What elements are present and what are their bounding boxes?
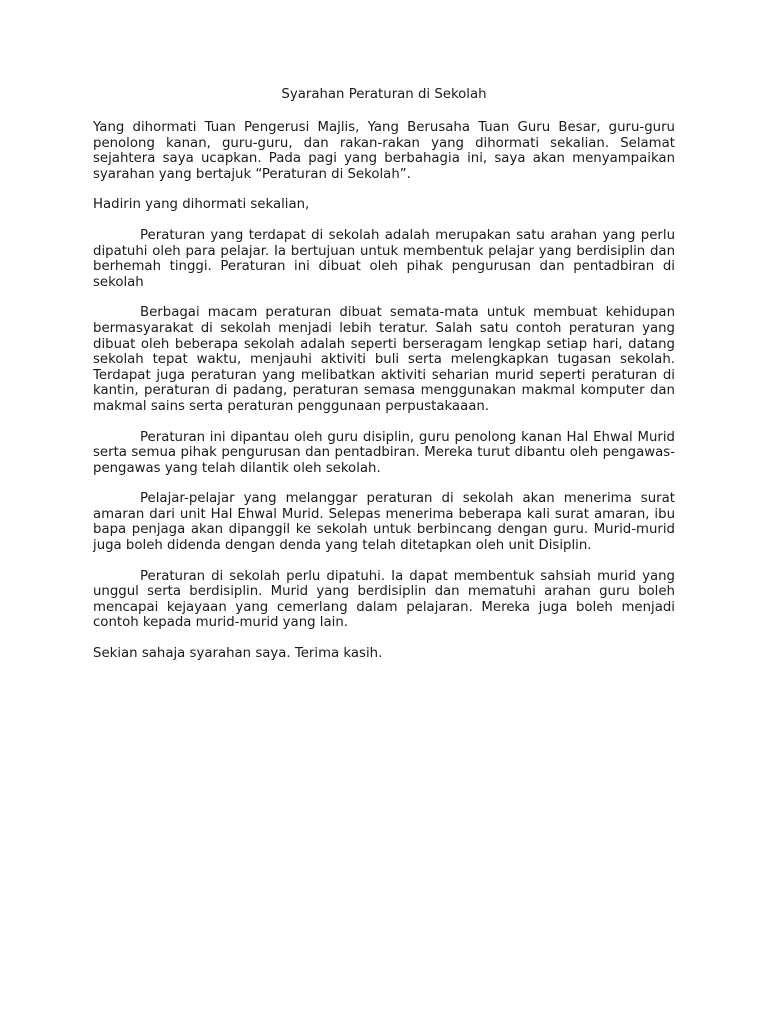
paragraph-conclusion: Peraturan di sekolah perlu dipatuhi. Ia dapat membentuk sahsiah murid yang unggul serta berdisiplin. Murid yang berdisiplin dan mematuhi arahan guru boleh mencapai kejayaan yang cemerlang dalam pelajaran. Mereka juga boleh menjadi contoh kepada murid-murid yang lain. bbox=[93, 568, 675, 631]
document-title: Syarahan Peraturan di Sekolah bbox=[281, 87, 487, 102]
paragraph-consequences: Pelajar-pelajar yang melanggar peraturan di sekolah akan menerima surat amaran dari unit Hal Ehwal Murid. Selepas menerima beberapa kali surat amaran, ibu bapa penjaga akan dipanggil ke sekolah untuk berbincang dengan guru. Murid-murid juga boleh didenda dengan denda yang telah ditetapkan oleh unit Disiplin. bbox=[93, 491, 675, 554]
paragraph-monitoring: Peraturan ini dipantau oleh guru disiplin, guru penolong kanan Hal Ehwal Murid serta semua pihak pengurusan dan pentadbiran. Mereka turut dibantu oleh pengawas-pengawas yang telah dilantik oleh sekolah. bbox=[93, 429, 675, 476]
paragraph-definition: Peraturan yang terdapat di sekolah adalah merupakan satu arahan yang perlu dipatuhi oleh para pelajar. Ia bertujuan untuk membentuk pelajar yang berdisiplin dan berhemah tinggi. Peraturan ini dibuat oleh pihak pengurusan dan pentadbiran di sekolah bbox=[93, 227, 675, 290]
paragraph-examples: Berbagai macam peraturan dibuat semata-mata untuk membuat kehidupan bermasyarakat di sekolah menjadi lebih teratur. Salah satu contoh peraturan yang dibuat oleh beberapa sekolah adalah seperti berseragam lengkap setiap hari, datang sekolah tepat waktu, menjauhi aktiviti buli serta melengkapkan tugasan sekolah. Terdapat juga peraturan yang melibatkan aktiviti seharian murid seperti peraturan di kantin, peraturan di padang, peraturan semasa menggunakan makmal komputer dan makmal sains serta peraturan penggunaan perpustakaaan. bbox=[93, 305, 675, 414]
paragraph-closing: Sekian sahaja syarahan saya. Terima kasih. bbox=[93, 646, 383, 662]
paragraph-greeting: Yang dihormati Tuan Pengerusi Majlis, Yang Berusaha Tuan Guru Besar, guru-guru penolong kanan, guru-guru, dan rakan-rakan yang dihormati sekalian. Selamat sejahtera saya ucapkan. Pada pagi yang berbahagia ini, saya akan menyampaikan syarahan yang bertajuk “Peraturan di Sekolah”. bbox=[93, 120, 675, 182]
paragraph-salutation: Hadirin yang dihormati sekalian, bbox=[93, 197, 310, 213]
document-body bbox=[93, 87, 675, 677]
